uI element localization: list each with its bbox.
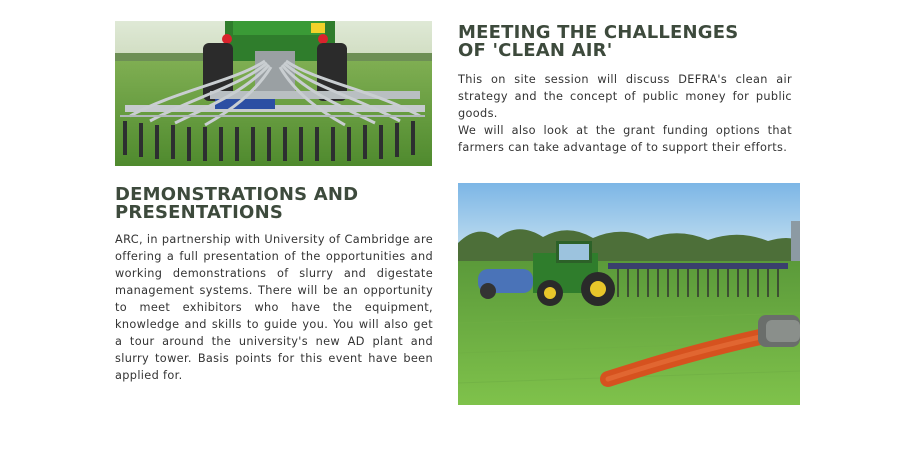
demonstrations-heading-line2: PRESENTATIONS: [115, 202, 283, 223]
clean-air-heading-line1: MEETING THE CHALLENGES: [458, 22, 739, 43]
clean-air-paragraph-2: We will also look at the grant funding options that farmers can take advantage of to support their efforts.: [458, 124, 792, 154]
demonstrations-description: [115, 231, 433, 384]
tractor-field-photo: [458, 183, 800, 405]
clean-air-heading-line2: OF 'CLEAN AIR': [458, 40, 613, 61]
demonstrations-paragraph: ARC, in partnership with University of Cambridge are offering a full presentation of the opportunities and working demonstrations of slurry and digestate management systems. There will be an opportunity to meet exhibitors who have the equipment, knowledge and skills to guide you. You will also get a tour around the university's new AD plant and slurry tower. Basis points for this event have been applied for.: [115, 233, 433, 382]
clean-air-paragraph-1: This on site session will discuss DEFRA's clean air strategy and the concept of public money for public goods.: [458, 73, 792, 120]
clean-air-description: [458, 71, 792, 156]
clean-air-heading: [458, 24, 798, 60]
demonstrations-heading: [115, 186, 435, 222]
slurry-spreader-photo: [115, 21, 432, 166]
demonstrations-heading-line1: DEMONSTRATIONS AND: [115, 184, 359, 205]
